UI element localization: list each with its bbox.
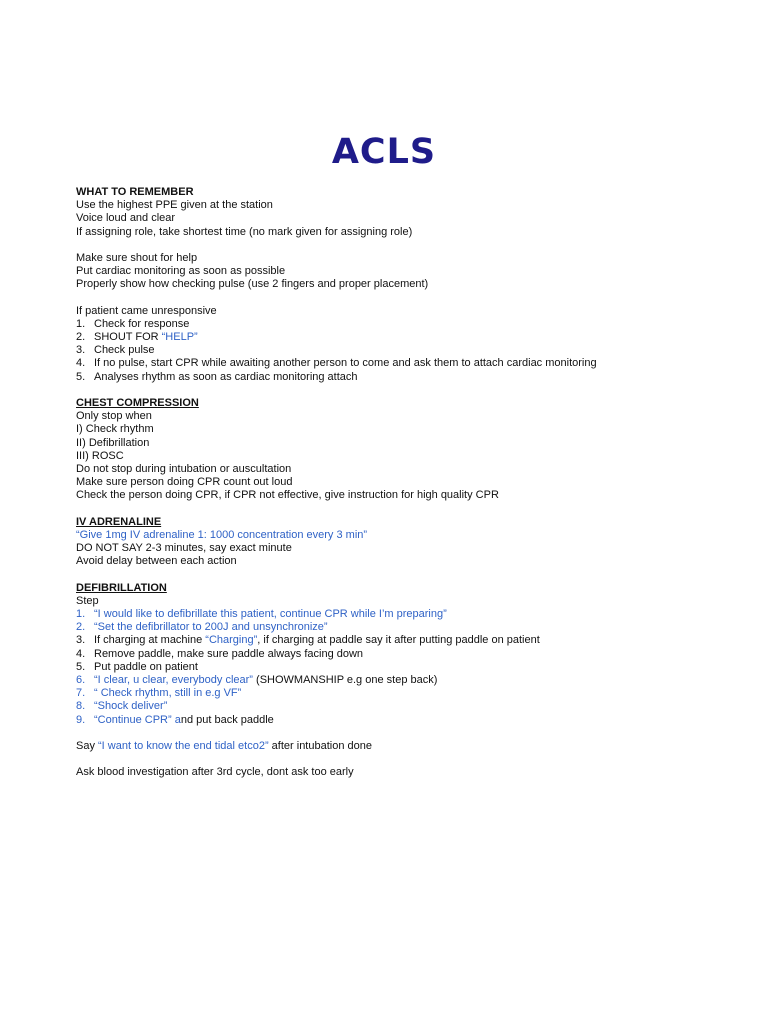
- text-line: If patient came unresponsive: [76, 304, 217, 317]
- list-number: 8.: [76, 700, 86, 713]
- spacer: [76, 568, 736, 581]
- quote-text: “Give 1mg IV adrenaline 1: 1000 concentration every 3 min”: [76, 528, 368, 541]
- list-item: [76, 714, 736, 727]
- list-text: Put paddle on patient: [94, 660, 198, 673]
- list-item: [76, 700, 736, 713]
- list-item: [76, 687, 736, 700]
- list-text: (SHOWMANSHIP e.g one step back): [252, 673, 438, 686]
- spacer: [76, 292, 736, 305]
- list-number: 5.: [76, 370, 86, 383]
- list-item: [76, 344, 736, 357]
- list-number: 1.: [76, 317, 86, 330]
- text-line: Check the person doing CPR, if CPR not effective, give instruction for high quality CPR: [76, 489, 499, 502]
- text-line: I) Check rhythm: [76, 423, 154, 436]
- page-title: ACLS: [331, 132, 437, 172]
- quote-text: “ Check rhythm, still in e.g VF”: [94, 687, 242, 700]
- list-text: , if charging at paddle say it after putting paddle on patient: [257, 634, 540, 647]
- section-heading-what-to-remember: WHAT TO REMEMBER: [76, 186, 194, 198]
- text-line: Ask blood investigation after 3rd cycle, dont ask too early: [76, 766, 354, 779]
- quote-text: “I would like to defibrillate this patient, continue CPR while I’m preparing”: [94, 608, 447, 620]
- text-line: Put cardiac monitoring as soon as possible: [76, 265, 286, 278]
- list-item: [76, 674, 736, 687]
- quote-text: “Shock deliver”: [94, 700, 168, 713]
- list-text: SHOUT FOR: [94, 331, 162, 344]
- text-line: [76, 740, 736, 753]
- quote-text: “Continue CPR” a: [94, 713, 181, 726]
- quote-text: “Set the defibrillator to 200J and unsynchronize”: [94, 621, 328, 634]
- list-text: Check pulse: [94, 344, 155, 357]
- list-number: 1.: [76, 608, 86, 620]
- text-line: Properly show how checking pulse (use 2 fingers and proper placement): [76, 278, 429, 291]
- list-item: [76, 331, 736, 344]
- list-number: 6.: [76, 673, 86, 686]
- spacer: [76, 503, 736, 516]
- list-item: [76, 357, 736, 370]
- text-line: II) Defibrillation: [76, 436, 150, 449]
- spacer: [76, 753, 736, 766]
- list-number: 2.: [76, 621, 86, 634]
- list-number: 5.: [76, 660, 86, 673]
- text-line: DO NOT SAY 2-3 minutes, say exact minute: [76, 542, 292, 555]
- section-heading-iv-adrenaline: IV ADRENALINE: [76, 515, 162, 528]
- list-text: If no pulse, start CPR while awaiting another person to come and ask them to attach cardiac monitoring: [94, 357, 597, 370]
- list-number: 7.: [76, 687, 86, 700]
- text-fragment: Say: [76, 739, 99, 752]
- spacer: [76, 727, 736, 740]
- quote-text: “Charging”: [205, 634, 258, 647]
- list-item: [76, 608, 736, 621]
- text-fragment: after intubation done: [268, 739, 372, 752]
- text-line: Voice loud and clear: [76, 212, 176, 225]
- list-number: 3.: [76, 344, 86, 357]
- document-body: [76, 186, 736, 779]
- list-item: [76, 661, 736, 674]
- list-item: [76, 318, 736, 331]
- text-line: Do not stop during intubation or auscultation: [76, 462, 292, 475]
- list-text: Remove paddle, make sure paddle always facing down: [94, 647, 364, 660]
- list-number: 4.: [76, 357, 86, 370]
- list-number: 9.: [76, 713, 86, 726]
- text-line: III) ROSC: [76, 449, 124, 462]
- list-item: [76, 648, 736, 661]
- list-item: [76, 634, 736, 647]
- list-number: 4.: [76, 647, 86, 660]
- text-line: If assigning role, take shortest time (no mark given for assigning role): [76, 225, 413, 238]
- spacer: [76, 239, 736, 252]
- list-number: 2.: [76, 331, 86, 344]
- section-heading-defibrillation: DEFIBRILLATION: [76, 581, 167, 594]
- text-line: Only stop when: [76, 410, 152, 423]
- list-text: Check for response: [94, 317, 190, 330]
- list-number: 3.: [76, 634, 86, 647]
- list-text: Analyses rhythm as soon as cardiac monitoring attach: [94, 370, 358, 383]
- list-text: If charging at machine: [94, 634, 206, 647]
- list-item: [76, 371, 736, 384]
- quote-text: “HELP”: [161, 331, 198, 344]
- quote-text: “I want to know the end tidal etco2”: [98, 739, 269, 752]
- quote-text: “I clear, u clear, everybody clear”: [94, 673, 253, 686]
- list-text: nd put back paddle: [180, 713, 274, 726]
- text-line: Make sure person doing CPR count out loud: [76, 476, 293, 489]
- text-line: Step: [76, 594, 99, 607]
- text-line: Avoid delay between each action: [76, 555, 237, 568]
- list-item: [76, 621, 736, 634]
- section-heading-chest-compression: CHEST COMPRESSION: [76, 397, 199, 409]
- text-line: Make sure shout for help: [76, 251, 198, 264]
- spacer: [76, 384, 736, 397]
- text-line: Use the highest PPE given at the station: [76, 199, 273, 212]
